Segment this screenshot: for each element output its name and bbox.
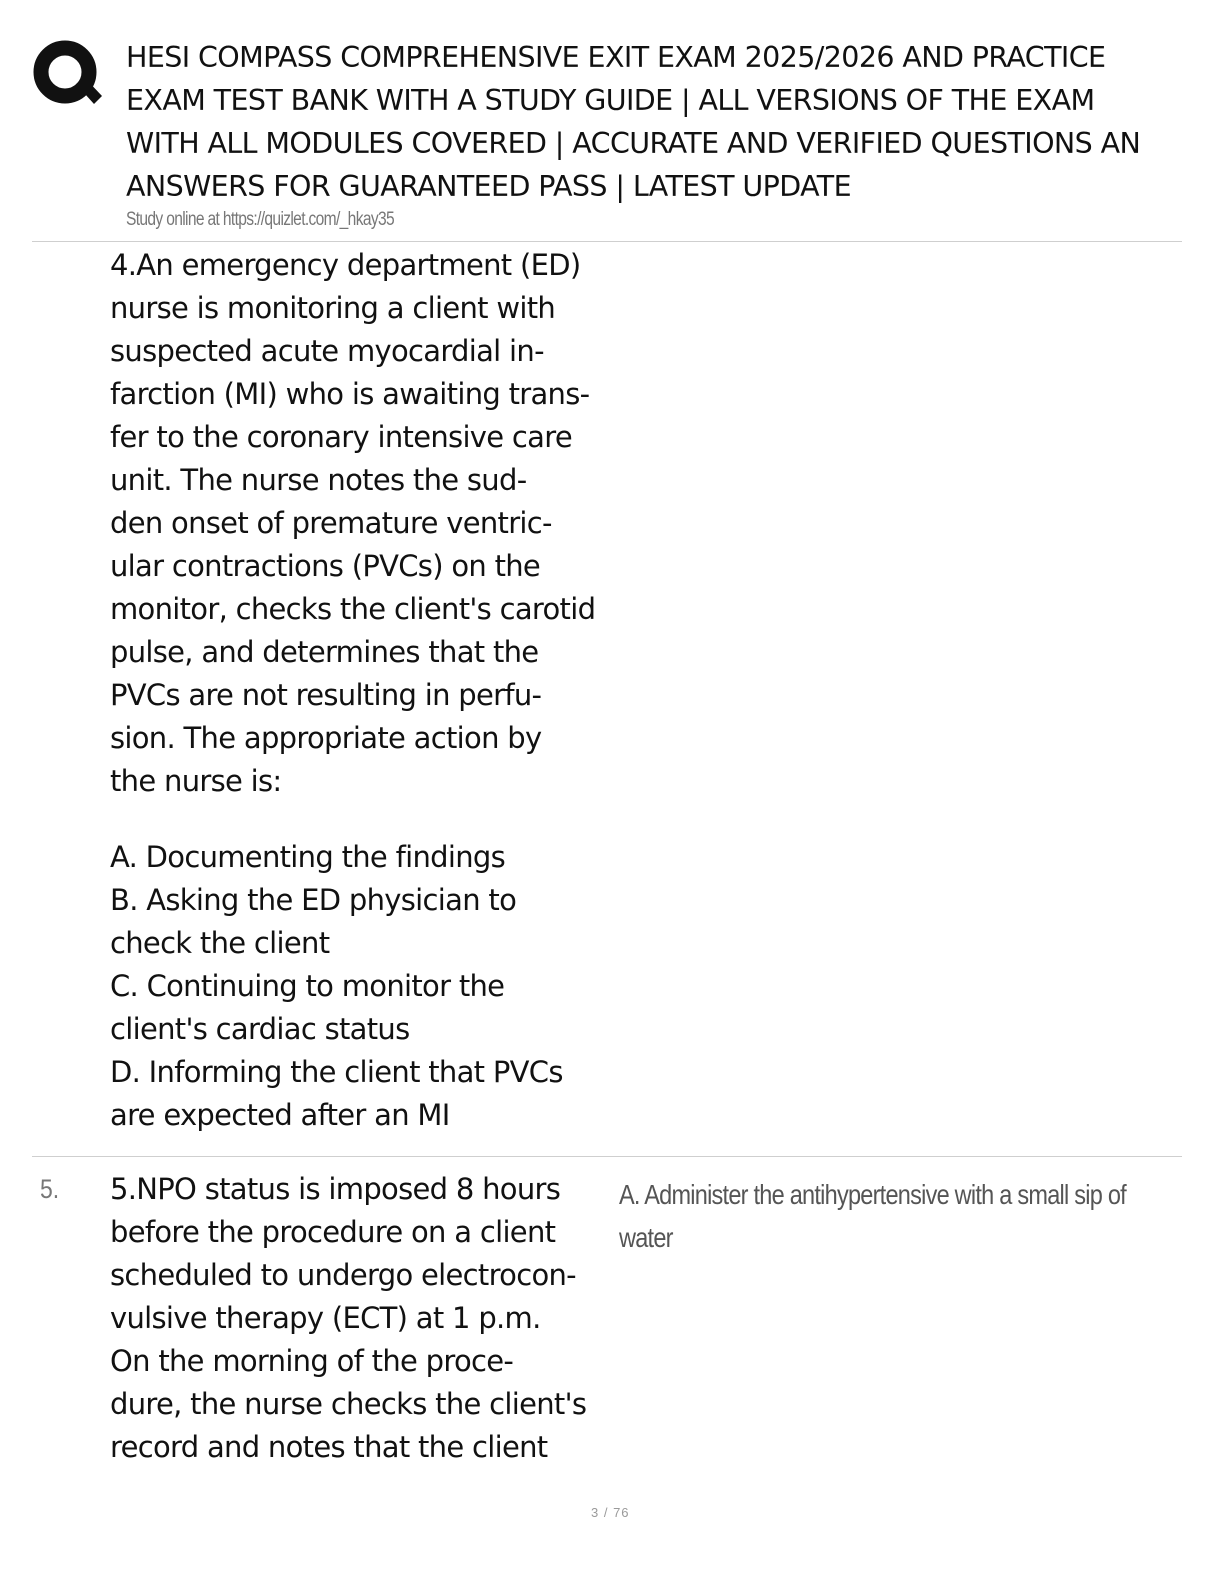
- study-online-link[interactable]: Study online at https://quizlet.com/_hkay35: [126, 209, 394, 230]
- card-5-number: 5.: [40, 1174, 60, 1204]
- card-5-question: 5.NPO status is imposed 8 hours before the procedure on a client scheduled to undergo electrocon- vulsive therapy (ECT) at 1 p.m. On the morning of the proce- dure, the nurse checks the client's record and notes that the client: [110, 1172, 587, 1464]
- page-title: HESI COMPASS COMPREHENSIVE EXIT EXAM 2025/2026 AND PRACTICE EXAM TEST BANK WITH A STUDY GUIDE | ALL VERSIONS OF THE EXAM WITH ALL MODULES COVERED | ACCURATE AND VERIFIED QUESTIONS AN ANSWERS FOR GUARANTEED PASS | LATEST UPDATE: [126, 41, 1141, 203]
- page-number: 3 / 76: [591, 1505, 630, 1520]
- header-divider: [32, 241, 1182, 242]
- card-4-options: A. Documenting the findings B. Asking the ED physician to check the client C. Continuing to monitor the client's cardiac status D. Informing the client that PVCs are expected after an MI: [110, 840, 563, 1132]
- quizlet-q-logo-icon: [30, 38, 102, 110]
- card-5-answer: A. Administer the antihypertensive with a small sip of water: [619, 1179, 1126, 1253]
- card-4-question: 4.An emergency department (ED) nurse is monitoring a client with suspected acute myocardial in- farction (MI) who is awaiting trans- fer to the coronary intensive care unit. The nurse notes the sud- den onset of premature ventric- ular contractions (PVCs) on the monitor, checks the client's carotid pulse, and determines that the PVCs are not resulting in perfu- sion. The appropriate action by the nurse is:: [110, 248, 596, 798]
- card-divider: [32, 1156, 1182, 1157]
